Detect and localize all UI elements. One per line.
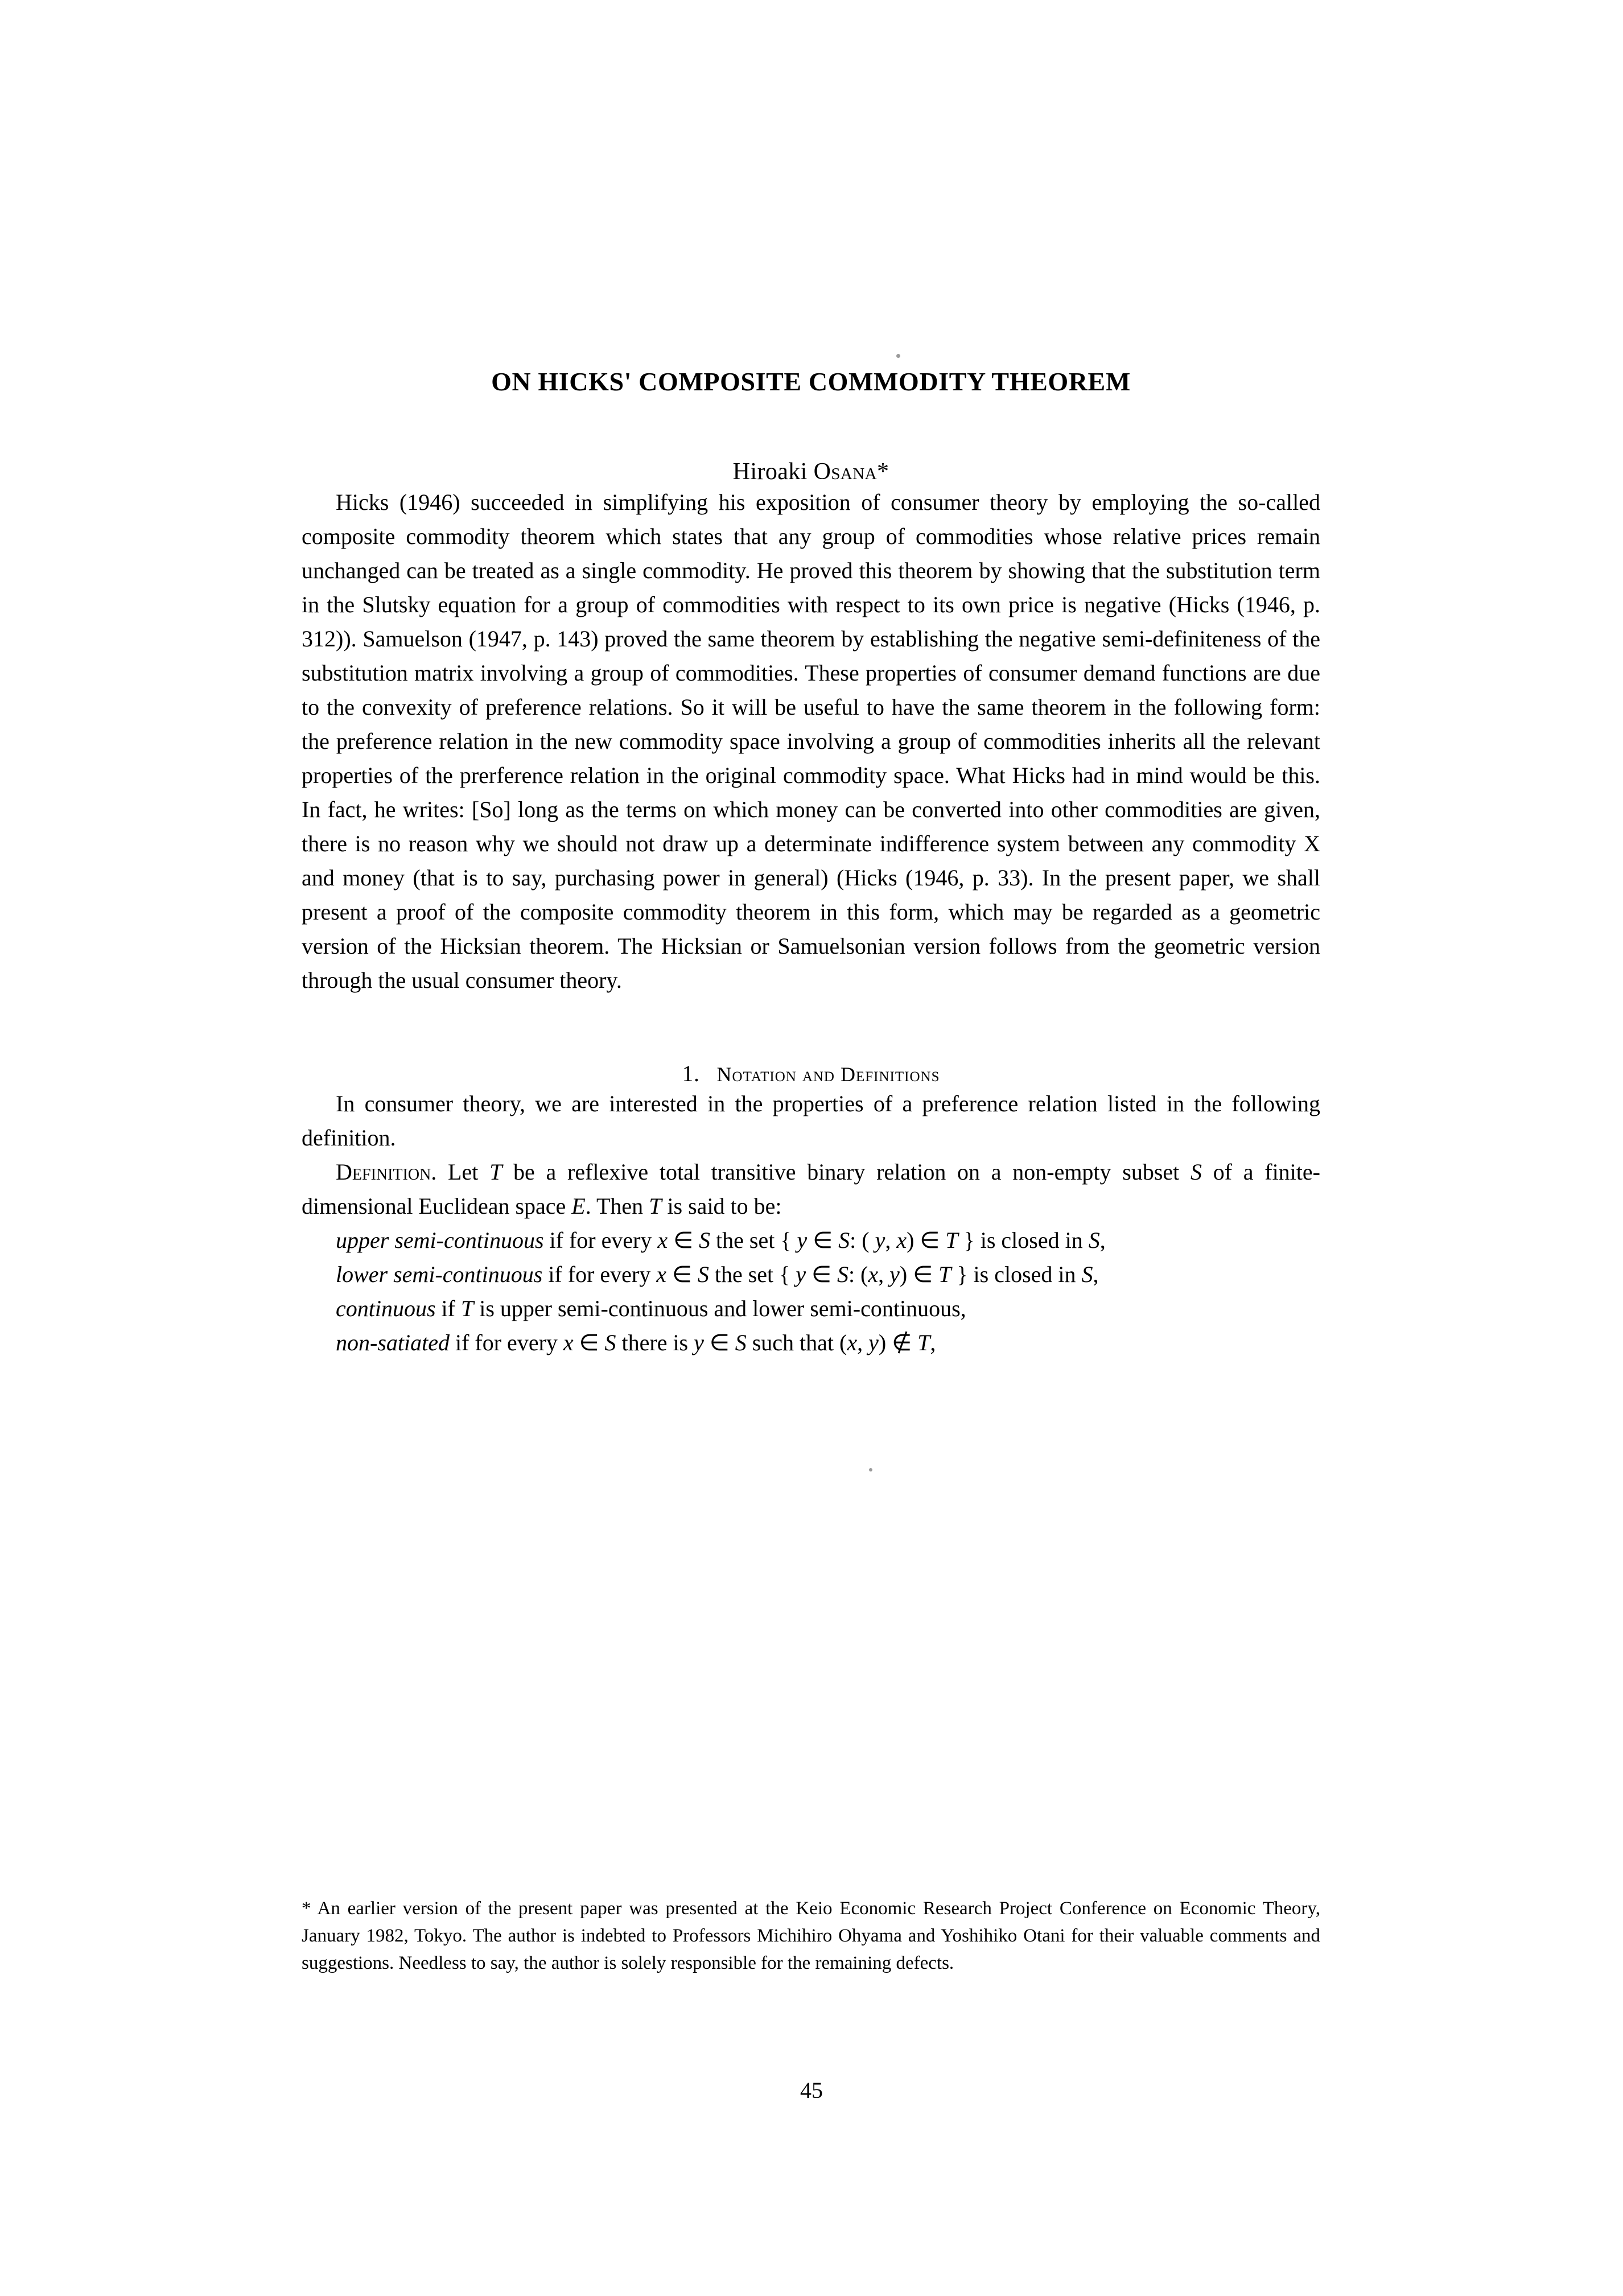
section-number: 1. bbox=[682, 1061, 700, 1086]
section-title: Notation and Definitions bbox=[716, 1063, 940, 1086]
intro-paragraph: Hicks (1946) succeeded in simplifying his exposition of consumer theory by employing the so-called composite commodity theorem which states that any group of commodities whose relative prices remain unchanged can be treated as a single commodity. He proved this theorem by showing that the substitution term in the Slutsky equation for a group of commodities with respect to its own price is negative (Hicks (1946, p. 312)). Samuelson (1947, p. 143) proved the same theorem by establishing the negative semi-definiteness of the substitution matrix involving a group of commodities. These properties of consumer demand functions are due to the convexity of preference relations. So it will be useful to have the same theorem in the following form: the preference relation in the new commodity space involving a group of commodities inherits all the relevant properties of the prerference relation in the original commodity space. What Hicks had in mind would be this. In fact, he writes: [So] long as the terms on which money can be converted into other commodities are given, there is no reason why we should not draw up a determinate indifference system between any commodity X and money (that is to say, purchasing power in general) (Hicks (1946, p. 33). In the present paper, we shall present a proof of the composite commodity theorem in this form, which may be regarded as a geometric version of the Hicksian theorem. The Hicksian or Samuelsonian version follows from the geometric version through the usual consumer theory. bbox=[302, 489, 1320, 993]
footnote-marker: * bbox=[302, 1898, 311, 1919]
definition-item bbox=[302, 1326, 1320, 1360]
author-line bbox=[302, 458, 1320, 485]
page-title: ON HICKS' COMPOSITE COMMODITY THEOREM bbox=[491, 367, 1131, 396]
definition-item-text: lower semi-continuous if for every x ∈ S the set { y ∈ S: (x, y) ∈ T } is closed in S, bbox=[336, 1262, 1099, 1287]
definition-item bbox=[302, 1223, 1320, 1258]
definition-lead: Let T be a reflexive total transitive binary relation on a non-empty subset S of a finite-dimensional Euclidean space E. Then T is said to be: bbox=[302, 1159, 1320, 1219]
section-heading bbox=[302, 1060, 1320, 1087]
definition-paragraph bbox=[302, 1155, 1320, 1223]
section1-intro-paragraph: In consumer theory, we are interested in the properties of a preference relation listed in the following definition. bbox=[302, 1091, 1320, 1151]
footnote-text: An earlier version of the present paper was presented at the Keio Economic Research Project Conference on Economic Theory, January 1982, Tokyo. The author is indebted to Professors Michihiro Ohyama and Yoshihiko Otani for their valuable comments and suggestions. Needless to say, the author is solely responsible for the remaining defects. bbox=[302, 1898, 1320, 1973]
scan-speck bbox=[896, 354, 900, 358]
article-body bbox=[302, 364, 1320, 1360]
author-first-name: Hiroaki bbox=[732, 459, 814, 485]
author-last-name: Osana bbox=[813, 459, 877, 485]
footnote bbox=[302, 1895, 1320, 1977]
page-number: 45 bbox=[800, 2077, 823, 2103]
definition-item-text: non-satiated if for every x ∈ S there is y ∈ S such that (x, y) ∉ T, bbox=[336, 1330, 936, 1355]
definition-label: Definition. bbox=[336, 1159, 437, 1185]
definition-item bbox=[302, 1258, 1320, 1292]
author-footnote-marker: * bbox=[876, 459, 889, 485]
definition-item bbox=[302, 1292, 1320, 1326]
scan-speck-2 bbox=[869, 1468, 872, 1471]
definition-item-text: continuous if T is upper semi-continuous and lower semi-continuous, bbox=[336, 1296, 966, 1321]
definition-item-text: upper semi-continuous if for every x ∈ S the set { y ∈ S: ( y, x) ∈ T } is closed in S, bbox=[336, 1227, 1106, 1253]
